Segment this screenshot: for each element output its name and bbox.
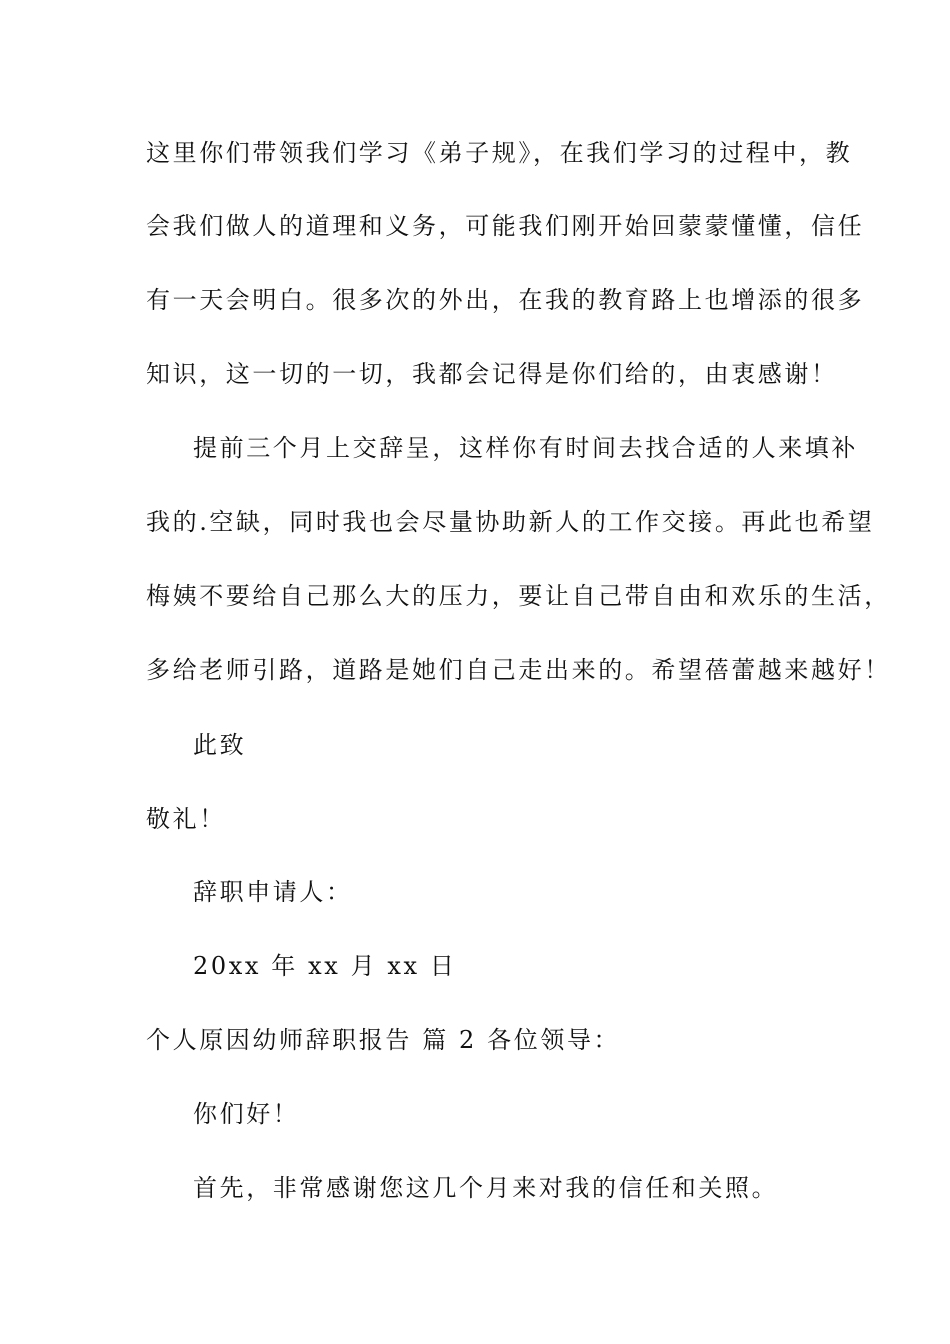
paragraph-line: 这里你们带领我们学习《弟子规》，在我们学习的过程中，教 bbox=[146, 139, 853, 167]
section-heading: 个人原因幼师辞职报告 篇 2 各位领导： bbox=[146, 1026, 621, 1054]
paragraph-line: 首先，非常感谢您这几个月来对我的信任和关照。 bbox=[193, 1174, 779, 1202]
paragraph-line: 会我们做人的道理和义务，可能我们刚开始回蒙蒙懂懂，信任 bbox=[146, 212, 865, 240]
closing-salutation: 此致 bbox=[193, 731, 247, 759]
greeting-line: 你们好！ bbox=[193, 1100, 300, 1128]
signature-label: 辞职申请人： bbox=[193, 878, 353, 906]
paragraph-line: 有一天会明白。很多次的外出，在我的教育路上也增添的很多 bbox=[146, 286, 865, 314]
paragraph-line: 多给老师引路，道路是她们自己走出来的。希望蓓蕾越来越好！ bbox=[146, 656, 891, 684]
paragraph-line: 我的.空缺，同时我也会尽量协助新人的工作交接。再此也希望 bbox=[146, 508, 875, 536]
paragraph-line: 知识，这一切的一切，我都会记得是你们给的，由衷感谢！ bbox=[146, 360, 838, 388]
date-line: 20xx 年 xx 月 xx 日 bbox=[193, 952, 457, 980]
paragraph-line: 提前三个月上交辞呈，这样你有时间去找合适的人来填补 bbox=[193, 434, 858, 462]
paragraph-line: 梅姨不要给自己那么大的压力，要让自己带自由和欢乐的生活， bbox=[146, 582, 891, 610]
closing-regards: 敬礼！ bbox=[146, 805, 226, 833]
